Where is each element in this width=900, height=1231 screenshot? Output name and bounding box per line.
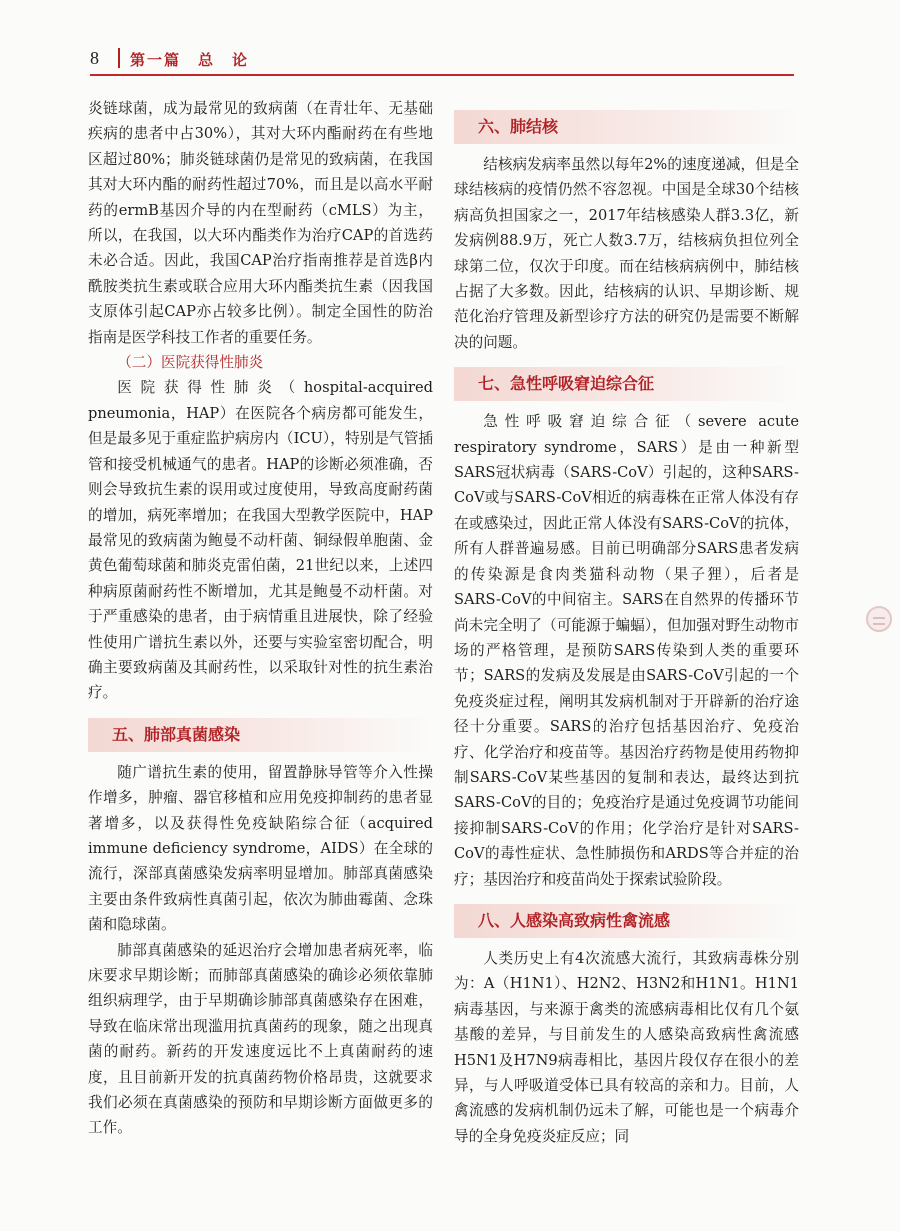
right-column bbox=[454, 96, 799, 1149]
page-number: 8 bbox=[90, 48, 99, 68]
paragraph: 急性呼吸窘迫综合征（severe acute respiratory syndrome，SARS）是由一种新型SARS冠状病毒（SARS-CoV）引起的，这种SARS-CoV或与SARS-CoV相近的病毒株在正常人体没有存在或感染过，因此正常人体没有SARS-CoV的抗体，所有人群普遍易感。目前已明确部分SARS患者发病的传染源是食肉类猫科动物（果子狸），后者是SARS-CoV的中间宿主。SARS在自然界的传播环节尚未完全明了（可能源于蝙蝠），但加强对野生动物市场的严格管理，是预防SARS传染到人类的重要环节；SARS的发病及发展是由SARS-CoV引起的一个免疫炎症过程，阐明其发病机制对于开辟新的治疗途径十分重要。SARS的治疗包括基因治疗、免疫治疗、化学治疗和疫苗等。基因治疗药物是使用药物抑制SARS-CoV某些基因的复制和表达，最终达到抗SARS-CoV的目的；免疫治疗是通过免疫调节功能间接抑制SARS-CoV的作用；化学治疗是针对SARS-CoV的毒性症状、急性肺损伤和ARDS等合并症的治疗；基因治疗和疫苗尚处于探索试验阶段。 bbox=[454, 413, 799, 888]
header-rule bbox=[90, 74, 794, 76]
paragraph: 结核病发病率虽然以每年2%的速度递减，但是全球结核病的疫情仍然不容忽视。中国是全球30个结核病高负担国家之一，2017年结核感染人群3.3亿，新发病例88.9万，死亡人数3.7万，结核病负担位列全球第二位，仅次于印度。而在结核病病例中，肺结核占据了大多数。因此，结核病的认识、早期诊断、规范化治疗管理及新型诊疗方法的研究仍是需要不断解决的问题。 bbox=[454, 156, 799, 351]
header-divider bbox=[118, 48, 120, 68]
watermark-icon bbox=[866, 606, 892, 632]
section-heading: 八、人感染高致病性禽流感 bbox=[454, 904, 799, 938]
paragraph: 随广谱抗生素的使用，留置静脉导管等介入性操作增多，肿瘤、器官移植和应用免疫抑制药的患者显著增多，以及获得性免疫缺陷综合征（acquired immune deficiency syndrome，AIDS）在全球的流行，深部真菌感染发病率明显增加。肺部真菌感染主要由条件致病性真菌引起，依次为肺曲霉菌、念珠菌和隐球菌。 bbox=[88, 763, 433, 934]
section-heading: 七、急性呼吸窘迫综合征 bbox=[454, 367, 799, 401]
paragraph: 炎链球菌，成为最常见的致病菌（在青壮年、无基础疾病的患者中占30%），其对大环内酯耐药在有些地区超过80%；肺炎链球菌仍是常见的致病菌，在我国其对大环内酯的耐药性超过70%，而且是以高水平耐药的ermB基因介导的内在型耐药（cMLS）为主，所以，在我国，以大环内酯类作为治疗CAP的首选药未必合适。因此，我国CAP治疗指南推荐是首选β内酰胺类抗生素或联合应用大环内酯类抗生素（因我国支原体引起CAP亦占较多比例）。制定全国性的防治指南是医学科技工作者的重要任务。 bbox=[88, 100, 433, 346]
page-header bbox=[90, 38, 794, 74]
paragraph: 人类历史上有4次流感大流行，其致病毒株分别为：A（H1N1）、H2N2、H3N2和H1N1。H1N1病毒基因，与来源于禽类的流感病毒相比仅有几个氨基酸的差异，与目前发生的人感染高致病性禽流感H5N1及H7N9病毒相比，基因片段仅存在很小的差异，与人呼吸道受体已具有较高的亲和力。目前，人禽流感的发病机制仍远未了解，可能也是一个病毒介导的全身免疫炎症反应；同 bbox=[454, 949, 799, 1145]
section-heading: 五、肺部真菌感染 bbox=[88, 718, 433, 752]
section-heading: 六、肺结核 bbox=[454, 110, 799, 144]
left-column bbox=[88, 96, 433, 1141]
section-title: 第一篇 总 论 bbox=[130, 51, 250, 69]
paragraph: 医院获得性肺炎（hospital-acquired pneumonia，HAP）在医院各个病房都可能发生，但是最多见于重症监护病房内（ICU），特别是气管插管和接受机械通气的患者。HAP的诊断必须准确，否则会导致抗生素的误用或过度使用，导致高度耐药菌的增加，病死率增加；在我国大型教学医院中，HAP最常见的致病菌为鲍曼不动杆菌、铜绿假单胞菌、金黄色葡萄球菌和肺炎克雷伯菌，21世纪以来，上述四种病原菌耐药性不断增加，尤其是鲍曼不动杆菌。对于严重感染的患者，由于病情重且进展快，除了经验性使用广谱抗生素以外，还要与实验室密切配合，明确主要致病菌及其耐药性，以采取针对性的抗生素治疗。 bbox=[88, 379, 433, 702]
paragraph: 肺部真菌感染的延迟治疗会增加患者病死率，临床要求早期诊断；而肺部真菌感染的确诊必须依靠肺组织病理学，由于早期确诊肺部真菌感染存在困难，导致在临床常出现滥用抗真菌药的现象，随之出现真菌的耐药。新药的开发速度远比不上真菌耐药的速度，且目前新开发的抗真菌药物价格昂贵，这就要求我们必须在真菌感染的预防和早期诊断方面做更多的工作。 bbox=[88, 941, 433, 1137]
subsection-heading: （二）医院获得性肺炎 bbox=[117, 354, 264, 372]
